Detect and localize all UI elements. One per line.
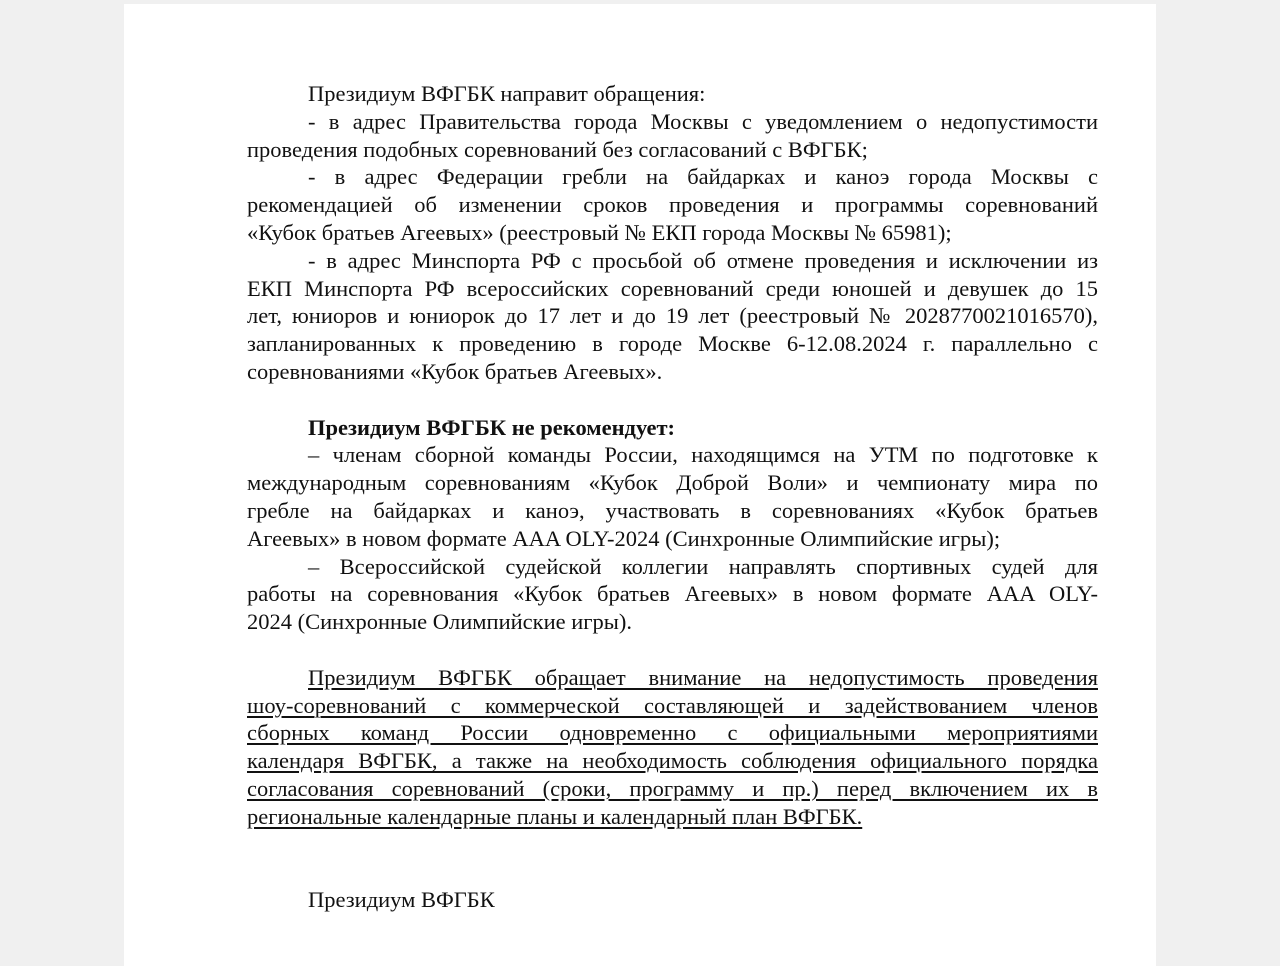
underlined-line-last — [247, 803, 1098, 831]
blank-line — [247, 831, 1098, 887]
paragraph-line: соревнованиями «Кубок братьев Агеевых». — [247, 358, 663, 384]
underlined-line: календаря ВФГБК, а также на необходимость соблюдения официального порядка — [247, 748, 1098, 774]
paragraph-line: лет, юниоров и юниорок до 17 лет и до 19 лет (реестровый № 2028770021016570), — [247, 303, 1098, 329]
paragraph-line: – Всероссийской судейской коллегии направлять спортивных судей для — [308, 553, 1098, 579]
underlined-text: региональные календарные планы и календарный план ВФГБК. — [247, 803, 863, 829]
underlined-line: сборных команд России одновременно с официальными мероприятиями — [247, 720, 1098, 746]
paragraph-line: - в адрес Минспорта РФ с просьбой об отмене проведения и исключении из — [308, 247, 1098, 273]
blank-line — [247, 386, 1098, 414]
document-body — [247, 80, 1098, 914]
paragraph-line: проведения подобных соревнований без согласований с ВФГБК; — [247, 136, 868, 162]
paragraph-line: гребле на байдарках и каноэ, участвовать в соревнованиях «Кубок братьев — [247, 497, 1098, 523]
paragraph-line: рекомендацией об изменении сроков проведения и программы соревнований — [247, 192, 1098, 218]
paragraph-line: Агеевых» в новом формате AAA OLY-2024 (Синхронные Олимпийские игры); — [247, 525, 1001, 551]
paragraph-line: «Кубок братьев Агеевых» (реестровый № ЕКП города Москвы № 65981); — [247, 219, 952, 245]
document-page — [124, 4, 1156, 966]
underlined-line: Президиум ВФГБК обращает внимание на недопустимость проведения — [308, 664, 1098, 690]
section-heading-not-recommend: Президиум ВФГБК не рекомендует: — [308, 414, 676, 440]
paragraph-line: запланированных к проведению в городе Москве 6-12.08.2024 г. параллельно с — [247, 331, 1098, 357]
paragraph-line: международным соревнованиям «Кубок Доброй Воли» и чемпионату мира по — [247, 470, 1098, 496]
underlined-line: шоу-соревнований с коммерческой составляющей и задействованием членов — [247, 692, 1098, 718]
paragraph-line: - в адрес Правительства города Москвы с уведомлением о недопустимости — [308, 108, 1098, 134]
section-heading-appeals: Президиум ВФГБК направит обращения: — [308, 81, 706, 106]
paragraph-line: - в адрес Федерации гребли на байдарках и каноэ города Москвы с — [308, 164, 1098, 190]
underlined-line: согласования соревнований (сроки, программу и пр.) перед включением их в — [247, 775, 1098, 801]
signature: Президиум ВФГБК — [308, 887, 495, 913]
paragraph-line: 2024 (Синхронные Олимпийские игры). — [247, 609, 632, 635]
paragraph-line: ЕКП Минспорта РФ всероссийских соревнований среди юношей и девушек до 15 — [247, 275, 1098, 301]
paragraph-line: работы на соревнования «Кубок братьев Агеевых» в новом формате AAA OLY- — [247, 581, 1098, 607]
blank-line — [247, 636, 1098, 664]
paragraph-line: – членам сборной команды России, находящимся на УТМ по подготовке к — [308, 442, 1098, 468]
